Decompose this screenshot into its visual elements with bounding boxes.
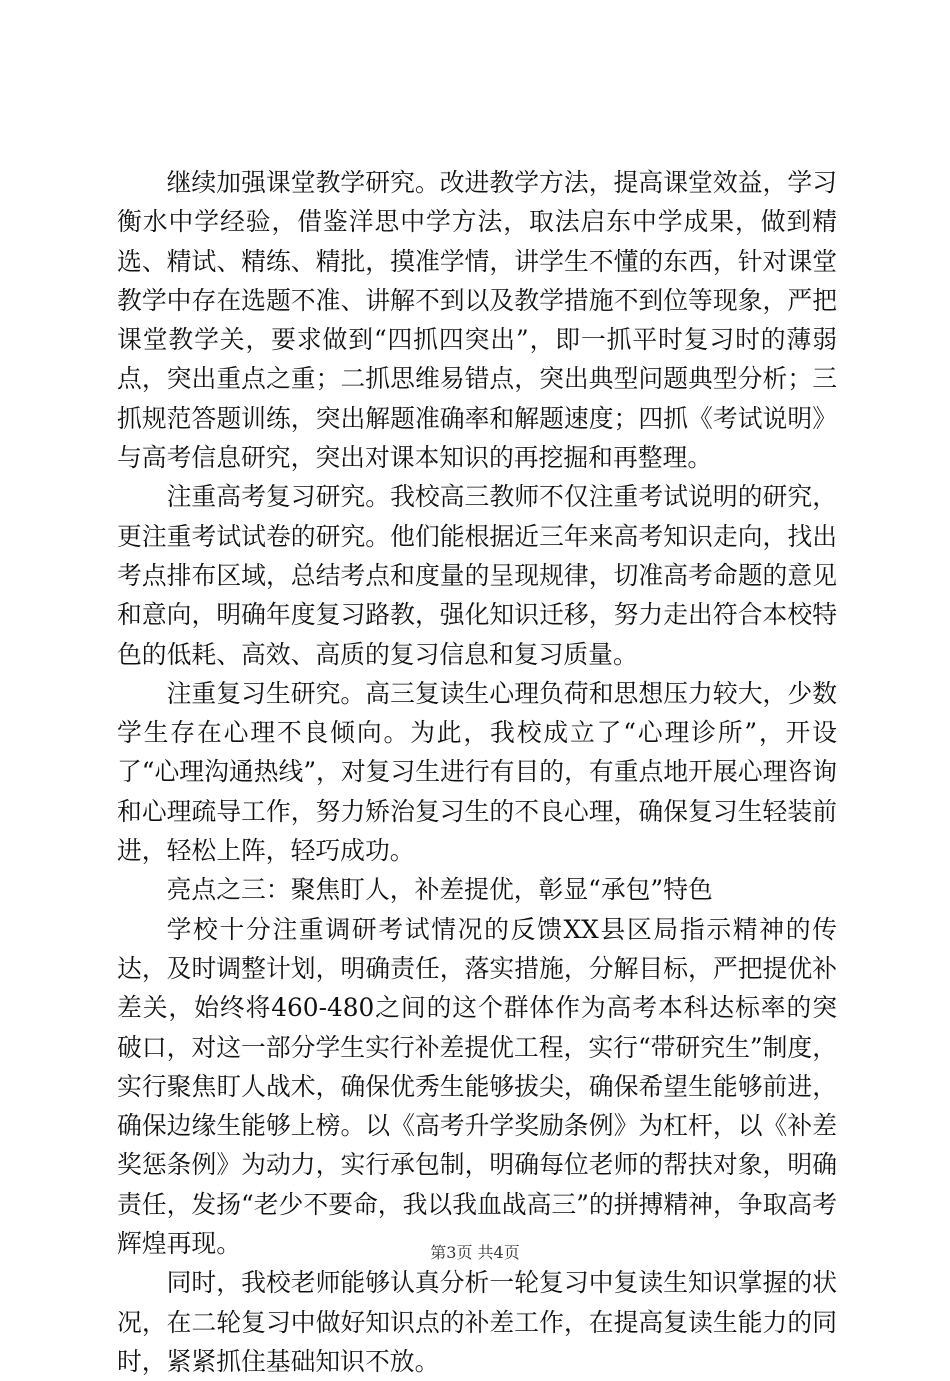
section-heading-highlight-three: 亮点之三：聚焦盯人，补差提优，彰显“承包”特色 (166, 875, 713, 905)
paragraph-second-round-review: 同时，我校老师能够认真分析一轮复习中复读生知识掌握的状况，在二轮复习中做好知识点的补差工作，在提高复读生能力的同时，紧紧抓住基础知识不放。 (117, 1268, 837, 1376)
paragraph-repeat-student-research: 注重复习生研究。高三复读生心理负荷和思想压力较大，少数学生存在心理不良倾向。为此，我校成立了“心理诊所”，开设了“心理沟通热线”，对复习生进行有目的，有重点地开展心理咨询和心理疏导工作，努力矫治复习生的不良心理，确保复习生轻装前进，轻松上阵，轻巧成功。 (117, 678, 837, 866)
page-number-footer: 第3页 共4页 (430, 1243, 520, 1262)
paragraph-focus-and-contract: 学校十分注重调研考试情况的反馈XX县区局指示精神的传达，及时调整计划，明确责任，落实措施，分解目标，严把提优补差关，始终将460-480之间的这个群体作为高考本科达标率的突破口，对这一部分学生实行补差提优工程，实行“带研究生”制度，实行聚焦盯人战术，确保优秀生能够拔尖，确保希望生能够前进，确保边缘生能够上榜。以《高考升学奖励条例》为杠杆，以《补差奖惩条例》为动力，实行承包制，明确每位老师的帮扶对象，明确责任，发扬“老少不要命，我以我血战高三”的拼搏精神，争取高考辉煌再现。 (117, 914, 837, 1259)
paragraph-classroom-teaching-research: 继续加强课堂教学研究。改进教学方法，提高课堂效益，学习衡水中学经验，借鉴洋思中学方法，取法启东中学成果，做到精选、精试、精练、精批，摸准学情，讲学生不懂的东西，针对课堂教学中存在选题不准、讲解不到以及教学措施不到位等现象，严把课堂教学关，要求做到“四抓四突出”，即一抓平时复习时的薄弱点，突出重点之重；二抓思维易错点，突出典型问题典型分析；三抓规范答题训练，突出解题准确率和解题速度；四抓《考试说明》与高考信息研究，突出对课本知识的再挖掘和再整理。 (117, 168, 837, 473)
document-body (117, 163, 837, 1381)
paragraph-exam-review-research: 注重高考复习研究。我校高三教师不仅注重考试说明的研究，更注重考试试卷的研究。他们能根据近三年来高考知识走向，找出考点排布区域，总结考点和度量的呈现规律，切准高考命题的意见和意向，明确年度复习路教，强化知识迁移，努力走出符合本校特色的低耗、高效、高质的复习信息和复习质量。 (117, 482, 837, 669)
